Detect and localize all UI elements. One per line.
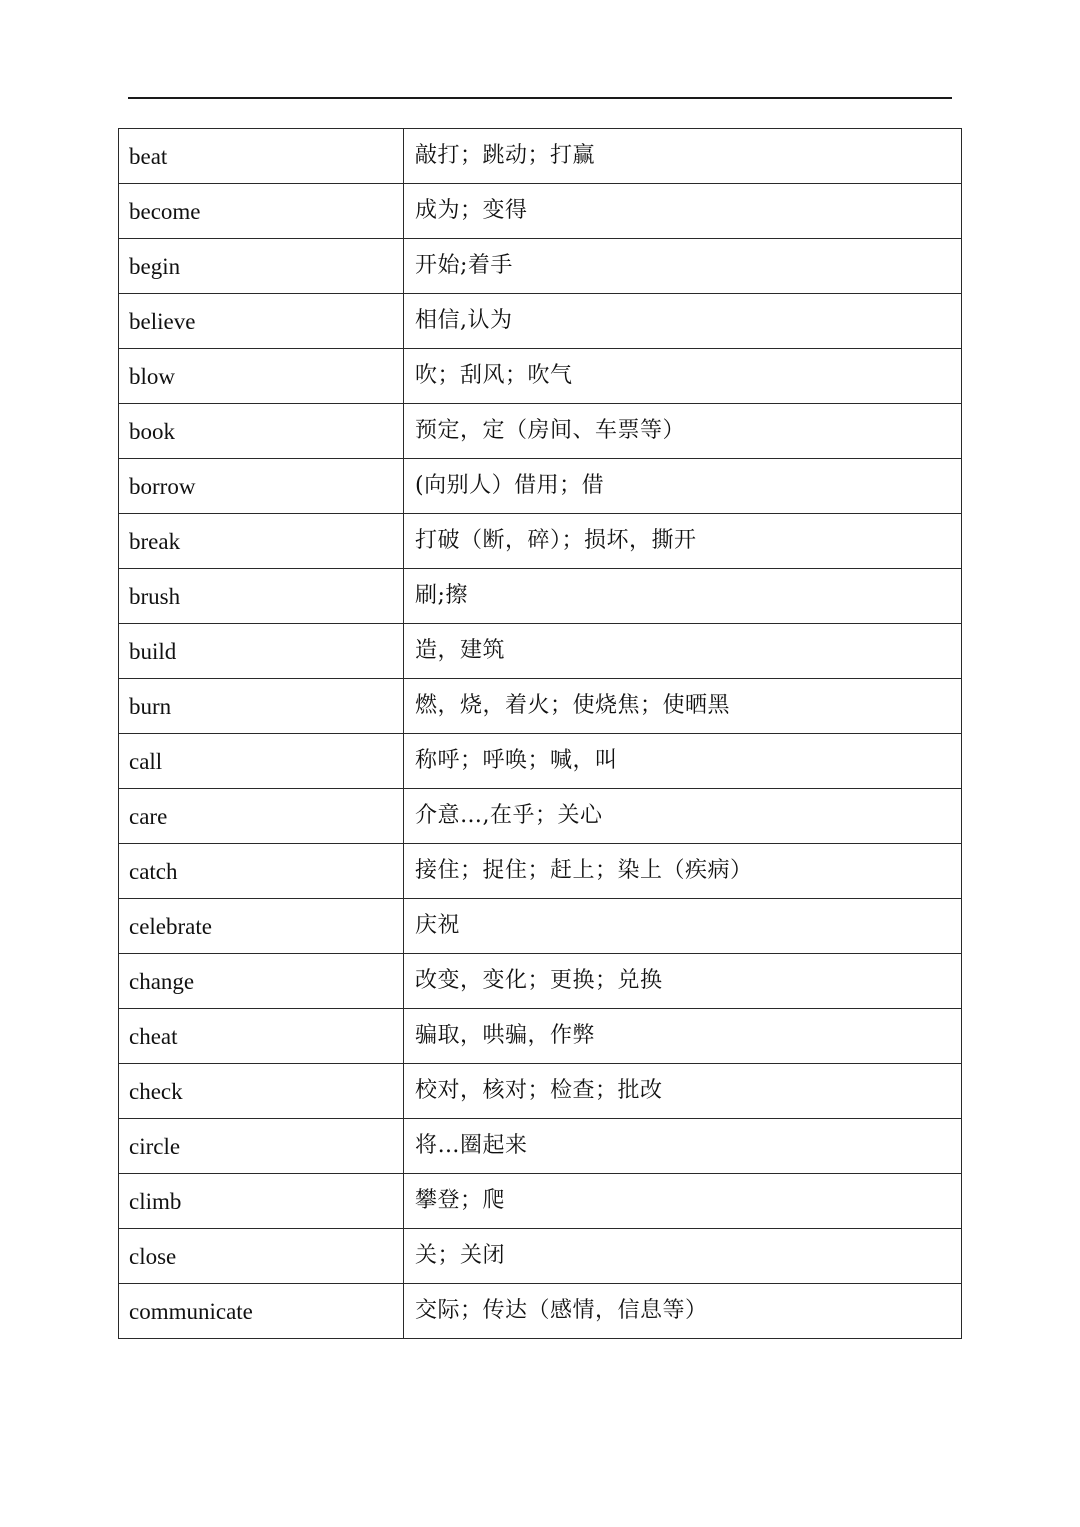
word-cell: borrow (119, 459, 404, 514)
word-cell: communicate (119, 1284, 404, 1339)
table-row (119, 1009, 962, 1064)
table-row (119, 404, 962, 459)
word-cell: close (119, 1229, 404, 1284)
meaning-cell: 燃，烧，着火；使烧焦；使晒黑 (404, 679, 962, 734)
meaning-cell: 庆祝 (404, 899, 962, 954)
meaning-cell: 骗取，哄骗，作弊 (404, 1009, 962, 1064)
table-row (119, 1174, 962, 1229)
word-cell: break (119, 514, 404, 569)
table-row (119, 734, 962, 789)
word-cell: beat (119, 129, 404, 184)
table-row (119, 954, 962, 1009)
word-cell: call (119, 734, 404, 789)
table-row (119, 349, 962, 404)
table-row (119, 239, 962, 294)
word-cell: check (119, 1064, 404, 1119)
word-cell: begin (119, 239, 404, 294)
meaning-cell: 开始;着手 (404, 239, 962, 294)
table-row (119, 1229, 962, 1284)
word-cell: build (119, 624, 404, 679)
meaning-cell: 校对，核对；检查；批改 (404, 1064, 962, 1119)
table-row (119, 569, 962, 624)
meaning-cell: 刷;擦 (404, 569, 962, 624)
meaning-cell: 接住；捉住；赶上；染上（疾病） (404, 844, 962, 899)
header-rule (128, 97, 952, 99)
table-row (119, 789, 962, 844)
table-row (119, 459, 962, 514)
meaning-cell: (向别人）借用；借 (404, 459, 962, 514)
table-row (119, 1284, 962, 1339)
word-cell: cheat (119, 1009, 404, 1064)
meaning-cell: 关；关闭 (404, 1229, 962, 1284)
table-row (119, 1064, 962, 1119)
meaning-cell: 预定，定（房间、车票等） (404, 404, 962, 459)
table-row (119, 294, 962, 349)
table-row (119, 679, 962, 734)
meaning-cell: 将…圈起来 (404, 1119, 962, 1174)
word-cell: book (119, 404, 404, 459)
vocabulary-table (118, 128, 962, 1339)
meaning-cell: 打破（断，碎）；损坏，撕开 (404, 514, 962, 569)
table-row (119, 844, 962, 899)
meaning-cell: 攀登；爬 (404, 1174, 962, 1229)
word-cell: burn (119, 679, 404, 734)
table-row (119, 899, 962, 954)
meaning-cell: 改变，变化；更换；兑换 (404, 954, 962, 1009)
word-cell: brush (119, 569, 404, 624)
word-cell: catch (119, 844, 404, 899)
word-cell: climb (119, 1174, 404, 1229)
word-cell: circle (119, 1119, 404, 1174)
meaning-cell: 造，建筑 (404, 624, 962, 679)
table-row (119, 1119, 962, 1174)
table-row (119, 624, 962, 679)
word-cell: believe (119, 294, 404, 349)
table-row (119, 129, 962, 184)
meaning-cell: 相信,认为 (404, 294, 962, 349)
meaning-cell: 吹；刮风；吹气 (404, 349, 962, 404)
meaning-cell: 称呼；呼唤；喊，叫 (404, 734, 962, 789)
word-cell: care (119, 789, 404, 844)
word-cell: celebrate (119, 899, 404, 954)
vocabulary-table-body (119, 129, 962, 1339)
table-row (119, 514, 962, 569)
meaning-cell: 敲打；跳动；打赢 (404, 129, 962, 184)
meaning-cell: 介意…,在乎；关心 (404, 789, 962, 844)
meaning-cell: 交际；传达（感情，信息等） (404, 1284, 962, 1339)
word-cell: become (119, 184, 404, 239)
table-row (119, 184, 962, 239)
word-cell: blow (119, 349, 404, 404)
meaning-cell: 成为；变得 (404, 184, 962, 239)
word-cell: change (119, 954, 404, 1009)
